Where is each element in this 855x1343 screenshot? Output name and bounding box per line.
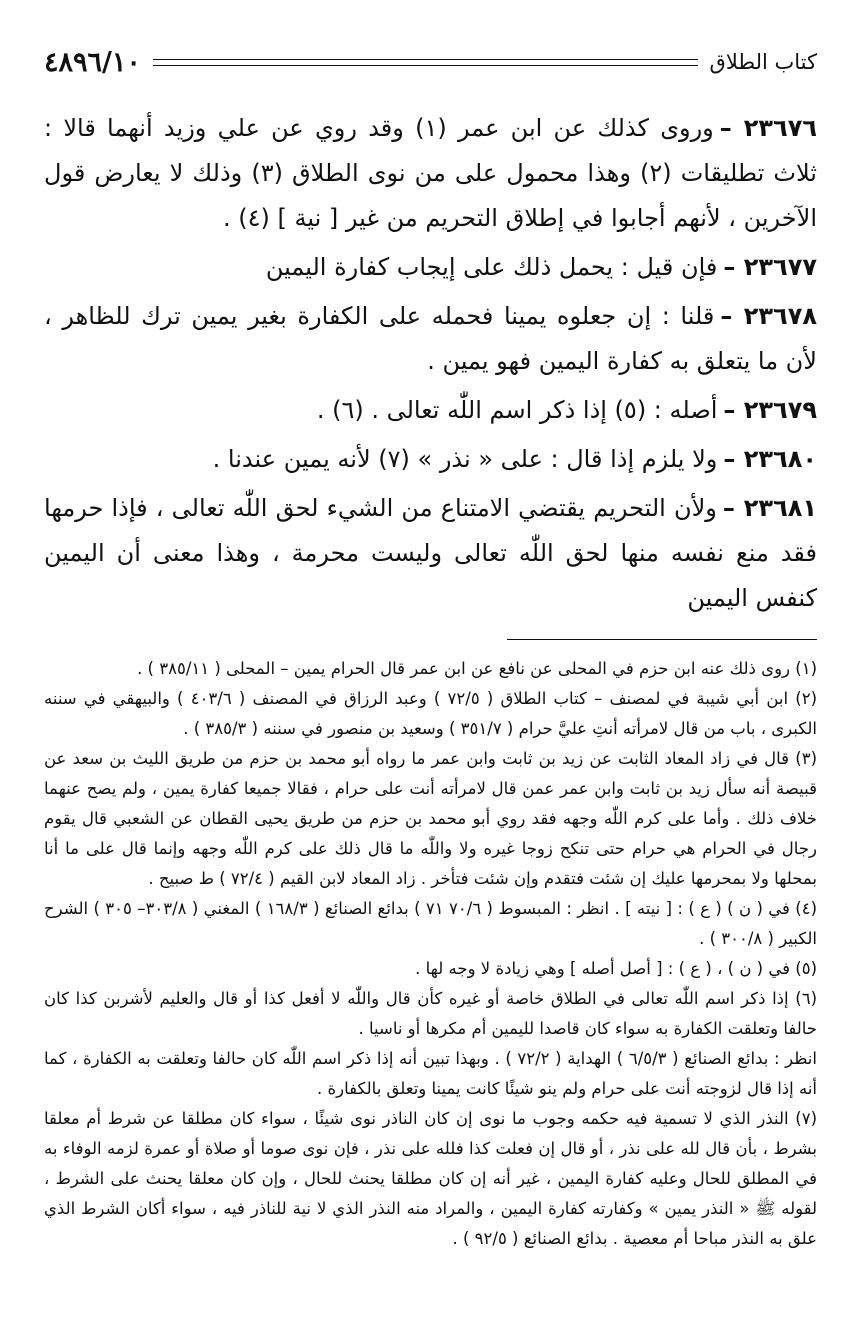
page-number: ٤٨٩٦/١٠ (44, 46, 141, 78)
paragraph (44, 245, 817, 290)
paragraph (44, 388, 817, 433)
paragraph (44, 106, 817, 241)
paragraph-number: ٢٣٦٧٧ – (723, 253, 817, 281)
footnote: انظر : بدائع الصنائع ( ٦/٥/٣ ) الهداية ( ٧٢/٢ ) . وبهذا تبين أنه إذا ذكر اسم اللّٰه كان حالفا وتعلقت به الكفارة ، كما أنه إذا قال لزوجته أنت على حرام ولم ينو شيئًا كانت يمينا وتعلق بالكفارة . (44, 1049, 817, 1098)
footnote: (٤) في ( ن ) ( ع ) : [ نيته ] . انظر : المبسوط ( ٧٠/٦ ٧١ ) بدائع الصنائع ( ١٦٨/٣ ) المغني ( ٣٠٣/٨– ٣٠٥ ) الشرح الكبير ( ٣٠٠/٨ ) . (44, 899, 818, 948)
paragraph-number: ٢٣٦٧٨ – (720, 302, 817, 330)
paragraph-number: ٢٣٦٧٦ – (719, 114, 817, 142)
footnote: (٥) في ( ن ) ، ( ع ) : [ أصل أصله ] وهي زيادة لا وجه لها . (415, 959, 817, 978)
footnote: (٢) ابن أبي شيبة في لمصنف – كتاب الطلاق ( ٧٢/٥ ) وعبد الرزاق في المصنف ( ٤٠٣/٦ ) والبيهقي في سننه الكبرى ، باب من قال لامرأته أنتِ عليَّ حرام ( ٣٥١/٧ ) وسعيد بن منصور في سننه ( ٣٨٥/٣ ) . (44, 689, 817, 738)
footnote: (٧) النذر الذي لا تسمية فيه حكمه وجوب ما نوى إن كان الناذر نوى شيئًا ، سواء كان مطلقا عن شرط أم معلقا بشرط ، بأن قال لله على نذر ، أو قال إن فعلت كذا فلله على نذر ، فإن نوى صوما أو صلاة أو عمرة لزمه الوفاء به في المطلق للحال وعليه كفارة اليمين ، غير أنه إن كان مطلقا يحنث للحال ، وإن كان معلقا يحنث على الشرط ، لقوله ﷺ « النذر يمين » وكفارته كفارة اليمين ، والمراد منه النذر الذي لا نية للناذر فيه ، سواء أكان الشرط الذي علق به النذر مباحا أم معصية . بدائع الصنائع ( ٩٢/٥ ) . (44, 1109, 817, 1248)
paragraph-number: ٢٣٦٧٩ – (723, 396, 817, 424)
footnotes (44, 654, 817, 1254)
paragraph (44, 294, 817, 384)
book-title: كتاب الطلاق (709, 50, 817, 74)
main-text (44, 106, 817, 621)
header-double-rule (153, 59, 698, 66)
footnote-separator (507, 639, 817, 640)
paragraph-text: فإن قيل : يحمل ذلك على إيجاب كفارة اليمين (265, 253, 718, 281)
paragraph-text: ولا يلزم إذا قال : على « نذر » (٧) لأنه يمين عندنا . (212, 445, 718, 473)
paragraph-number: ٢٣٦٨١ – (722, 494, 818, 522)
paragraph-text: قلنا : إن جعلوه يمينا فحمله على الكفارة بغير يمين ترك للظاهر ، لأن ما يتعلق به كفارة اليمين فهو يمين . (44, 302, 817, 375)
footnote: (٦) إذا ذكر اسم اللّٰه تعالى في الطلاق خاصة أو غيره كأن قال واللّٰه لا أفعل كذا أو قال والعليم لأشربن كذا كان حالفا وتعلقت الكفارة به سواء كان قاصدا لليمين أم مكرها أو ناسيا . (44, 989, 817, 1038)
paragraph-number: ٢٣٦٨٠ – (723, 445, 817, 473)
paragraph-text: أصله : (٥) إذا ذكر اسم اللّٰه تعالى . (٦) . (316, 396, 718, 424)
paragraph-text: ولأن التحريم يقتضي الامتناع من الشيء لحق اللّٰه تعالى ، فإذا حرمها فقد منع نفسه منها لحق اللّٰه تعالى وليست محرمة ، وهذا معنى أن اليمين كنفس اليمين (44, 494, 817, 612)
paragraph (44, 486, 817, 621)
paragraph-text: وروى كذلك عن ابن عمر (١) وقد روي عن علي وزيد أنهما قالا : ثلاث تطليقات (٢) وهذا محمول على من نوى الطلاق (٣) وذلك لا يعارض قول الآخرين ، لأنهم أجابوا في إطلاق التحريم من غير [ نية ] (٤) . (44, 114, 817, 232)
page-header (44, 40, 817, 84)
paragraph (44, 437, 817, 482)
footnote: (١) روى ذلك عنه ابن حزم في المحلى عن نافع عن ابن عمر قال الحرام يمين – المحلى ( ٣٨٥/١١ ) . (137, 659, 817, 678)
footnote: (٣) قال في زاد المعاد الثابت عن زيد بن ثابت وابن عمر ما رواه أبو محمد بن حزم من طريق الليث بن سعد عن قبيصة أنه سأل زيد بن ثابت وابن عمر عمن قال لامرأته أنت على حرام ، فقالا جميعا كفارة يمين ، ولم يصح عنهما خلاف ذلك . وأما على كرم اللّٰه وجهه فقد روي أبو محمد بن حزم من طريق يحيى القطان عن الشعبي قال يقوم رجال في الحرام هي حرام حتى تنكح زوجا غيره ولا واللّٰه ما قال ذلك على كرم اللّٰه وجهه وإنما قال على ما أنا بمحلها ولا بمحرمها عليك إن شئت فتقدم وإن شئت فتأخر . زاد المعاد لابن القيم ( ٧٢/٤ ) ط صبيح . (44, 749, 817, 888)
